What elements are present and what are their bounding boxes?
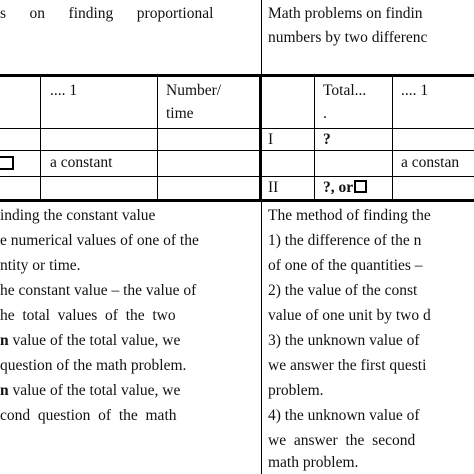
- left-table-header-per-one: .... 1: [50, 82, 78, 99]
- left-body-line-9: cond question of the math: [0, 407, 177, 424]
- right-body-line-2: 1) the difference of the n: [268, 232, 422, 249]
- right-body-line-1: The method of finding the: [268, 207, 431, 224]
- right-table-row-line-2: [261, 150, 474, 151]
- table-bottom-border: [0, 199, 474, 202]
- right-table-row3-label: II: [268, 179, 279, 196]
- left-table-header-number-time-2: time: [166, 105, 194, 122]
- right-header-line-2: numbers by two differenc: [268, 29, 428, 46]
- right-table-constant-cell: a constan: [401, 154, 460, 171]
- right-table-col-line-2: [392, 76, 393, 200]
- right-header-line-1: Math problems on findin: [268, 5, 423, 22]
- right-table-row-line-1: [261, 128, 474, 129]
- left-body-line-8: [0, 380, 180, 402]
- left-table-square-marker: [0, 156, 14, 170]
- right-table-row1-label: I: [268, 131, 274, 148]
- left-body-line-7: question of the math problem.: [0, 357, 187, 374]
- left-table-row-line-1: [0, 128, 260, 129]
- left-table-row-line-3: [0, 176, 260, 177]
- left-table-constant-cell: a constant: [50, 154, 113, 171]
- left-body-bold-fragment-2: n: [0, 382, 9, 399]
- left-body-line-2: e numerical values of one of the: [0, 232, 199, 249]
- left-body-line-4: he constant value – the value of: [0, 282, 197, 299]
- left-body-line-6-text: value of the total value, we: [12, 332, 181, 349]
- square-marker-icon: [354, 180, 367, 193]
- right-table-row3-cell: [323, 177, 367, 199]
- right-body-line-5: value of one unit by two d: [268, 307, 431, 324]
- left-table-header-number-time-1: Number/: [166, 82, 222, 99]
- left-body-line-1: inding the constant value: [0, 207, 156, 224]
- right-body-line-11: math problem.: [268, 454, 359, 471]
- right-body-line-3: of one of the quantities –: [268, 257, 423, 274]
- right-table-col-line-1: [314, 76, 315, 200]
- right-table-header-total-1: Total...: [323, 82, 367, 99]
- right-body-line-9: 4) the unknown value of: [268, 407, 420, 424]
- right-body-line-10: we answer the second: [268, 432, 416, 449]
- right-table-header-per-one: .... 1: [401, 82, 429, 99]
- left-header-text: s on finding proportional: [0, 5, 214, 22]
- right-table-row-line-3: [261, 176, 474, 177]
- table-top-border: [0, 74, 474, 77]
- left-body-line-5: he total values of the two: [0, 307, 176, 324]
- left-body-line-3: ntity or time.: [0, 257, 81, 274]
- left-body-bold-fragment: n: [0, 332, 9, 349]
- right-body-line-8: problem.: [268, 382, 324, 399]
- left-table-row-line-2: [0, 150, 260, 151]
- left-table-col-line-1: [40, 76, 41, 200]
- right-table-row1-unknown: ?: [323, 131, 331, 148]
- left-body-line-8-text: value of the total value, we: [12, 382, 181, 399]
- right-body-line-6: 3) the unknown value of: [268, 332, 420, 349]
- right-body-line-4: 2) the value of the const: [268, 282, 418, 299]
- right-body-line-7: we answer the first questi: [268, 357, 427, 374]
- right-table-header-total-2: .: [323, 105, 327, 122]
- left-body-line-6: [0, 330, 180, 352]
- right-table-row3-unknown: ?, or: [323, 179, 354, 196]
- right-table-left-border: [259, 74, 262, 202]
- left-table-col-line-2: [157, 76, 158, 200]
- center-divider: [261, 0, 262, 474]
